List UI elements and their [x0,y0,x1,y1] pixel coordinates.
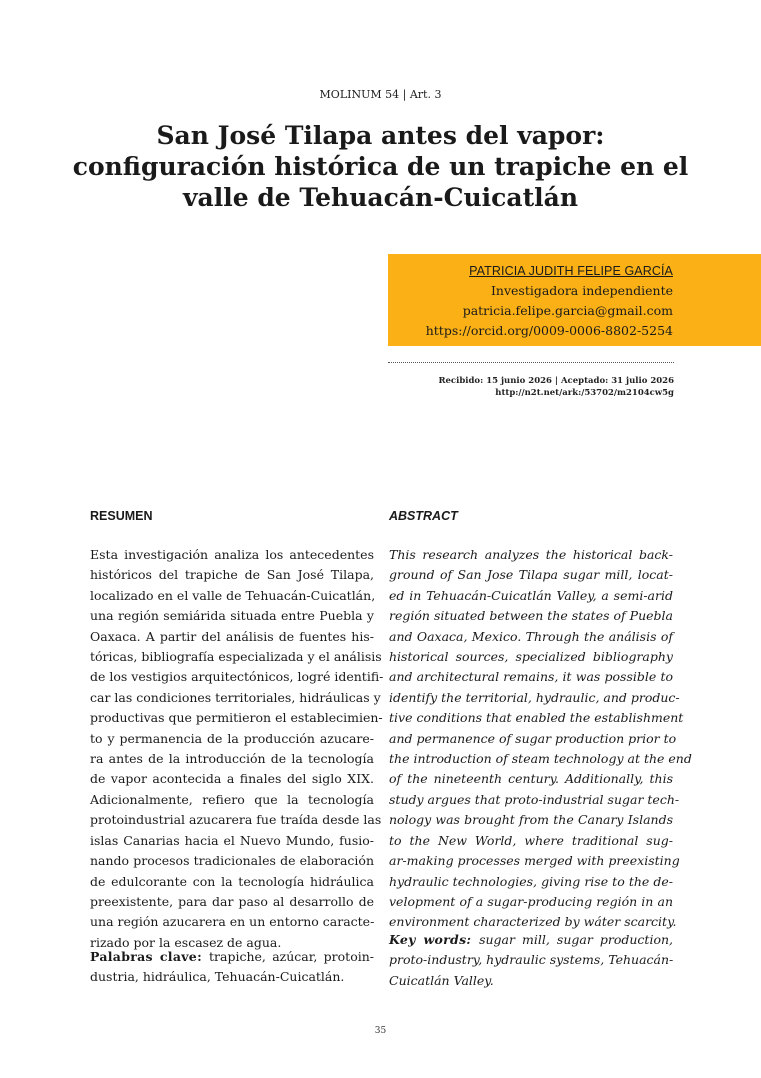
text-line: of the nineteenth century. Additionally, this [389,771,673,787]
title-line: San José Tilapa antes del vapor: [156,121,605,150]
text-line: and Oaxaca, Mexico. Through the análisis of [389,628,673,644]
keywords-label: Palabras clave: [90,949,209,964]
abstract-keywords [389,930,673,991]
keyword-line: Key words: sugar mill, sugar production, [389,932,674,947]
abstract-heading: ABSTRACT [389,509,458,523]
text-line: Oaxaca. A partir del análisis de fuentes his- [90,628,374,644]
keyword-line: Palabras clave: trapiche, azúcar, protoin- [90,949,374,964]
text-line: hydraulic technologies, giving rise to the de- [389,873,673,889]
author-orcid[interactable]: https://orcid.org/0009-0006-8802-5254 [425,323,673,338]
text-line: historical sources, specialized bibliography [389,649,673,665]
text-line: ed in Tehuacán-Cuicatlán Valley, a semi-arid [389,587,673,603]
text-line: preexistente, para dar paso al desarrollo de [90,893,374,909]
keyword-line: Cuicatlán Valley. [389,972,494,988]
text-line: ra antes de la introducción de la tecnología [90,751,374,767]
text-line: ground of San Jose Tilapa sugar mill, locat- [389,567,673,583]
article-title [60,120,701,213]
text-line: environment characterized by wáter scarcity. [389,914,677,930]
abstract-body [389,545,692,933]
text-line: to the New World, where traditional sug- [389,832,673,848]
keywords-label: Key words: [389,932,480,947]
text-line: and permanence of sugar production prior to [389,730,677,746]
received-accepted: Recibido: 15 junio 2026 | Aceptado: 31 julio 2026 [438,376,674,386]
keyword-line: dustria, hidráulica, Tehuacán-Cuicatlán. [90,969,345,985]
text-line: velopment of a sugar-producing región in an [389,893,673,909]
text-line: región situated between the states of Puebla [389,608,673,624]
text-line: nando procesos tradicionales de elaboración [90,853,374,869]
text-line: tive conditions that enabled the establishment [389,710,684,726]
text-line: the introduction of steam technology at the end [389,751,692,767]
title-line: configuración histórica de un trapiche en el [72,152,689,181]
text-line: islas Canarias hacia el Nuevo Mundo, fusio- [90,832,374,848]
resumen-keywords [90,947,374,988]
text-line: una región azucarera en un entorno caracte- [90,914,375,930]
resumen-body [90,545,384,953]
text-line: históricos del trapiche de San José Tilapa, [90,567,374,583]
text-line: de vapor acontecida a finales del siglo XIX. [90,771,374,787]
text-line: tóricas, bibliografía especializada y el análisis [90,649,382,665]
title-line: valle de Tehuacán-Cuicatlán [183,183,578,212]
text-line: Esta investigación analiza los antecedentes [90,547,374,562]
author-email[interactable]: patricia.felipe.garcia@gmail.com [462,303,673,318]
text-line: car las condiciones territoriales, hidráulicas y [90,689,381,705]
text-line: localizado en el valle de Tehuacán-Cuicatlán, [90,587,376,603]
divider [388,362,674,363]
keyword-line: proto-industry, hydraulic systems, Tehuacán- [389,952,674,968]
text-line: study argues that proto-industrial sugar tech- [389,791,680,807]
text-line: nology was brought from the Canary Islands [389,812,673,828]
text-line: rizado por la escasez de agua. [90,934,282,950]
page-number: 35 [374,1026,387,1036]
publication-dates [438,375,674,399]
author-box [388,254,761,346]
text-line: protoindustrial azucarera fue traída desde las [90,812,382,828]
text-line: This research analyzes the historical back- [389,547,673,562]
text-line: productivas que permitieron el establecimien- [90,710,383,726]
text-line: Adicionalmente, refiero que la tecnología [90,791,374,807]
text-line: identify the territorial, hydraulic, and produc- [389,689,680,705]
text-line: and architectural remains, it was possible to [389,669,673,685]
text-line: de edulcorante con la tecnología hidráulica [90,873,374,889]
ark-link[interactable]: http://n2t.net/ark:/53702/m2104cw5g [495,388,674,398]
resumen-heading: RESUMEN [90,509,153,523]
text-line: una región semiárida situada entre Puebla y [90,608,374,624]
text-line: ar-making processes merged with preexisting [389,853,680,869]
author-name[interactable]: PATRICIA JUDITH FELIPE GARCÍA [469,264,673,278]
text-line: de los vestigios arquitectónicos, logré identifi- [90,669,384,685]
journal-header: MOLINUM 54 | Art. 3 [319,88,442,101]
text-line: to y permanencia de la producción azucare- [90,730,374,746]
author-affiliation: Investigadora independiente [490,283,673,298]
